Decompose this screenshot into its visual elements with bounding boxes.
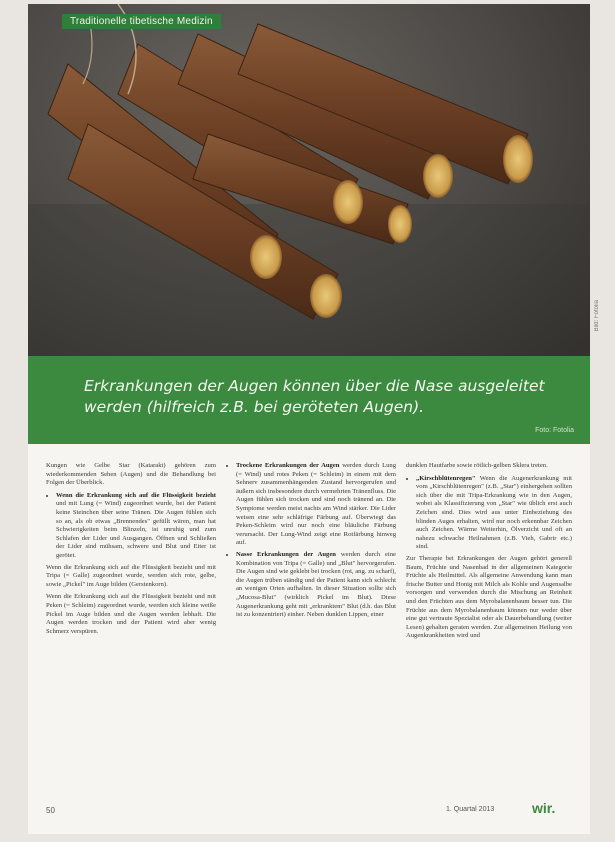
bullet-text: Wenn die Augenerkrankung mit vom „Kirschblütenregen" (z.B. „Star") einhergehen sollten sich über die mit Tripa-Erkrankung wie in den Augen, wobei als Klassifizierung von „Star" wie üblich erst auch Zeichen sind. Dies wird aus unter Einbeziehung des blinden Auges erhalten, wird nur noch erkennbar Zeichen auch Zeichen. Wärme Weiterhin, Ölverzicht und oft an nahezu schwache Heilnahmen (z.B. Vieh, Gabrir etc.) sind. <box>416 474 572 551</box>
photo-caption: Erkrankungen der Augen können über die Nase ausgeleitet werden (hilfreich z.B. bei geröteten Augen). <box>84 377 545 416</box>
stick-end-4 <box>503 135 533 183</box>
list-item <box>56 492 216 561</box>
bullet-text: werden durch Lung (= Wind) und rotes Peken (= Schleim) in einem mit dem Sehnerv zusammenhängenden Zustand hervorgerufen und äußern sich insbesondere durch vermehrten Tränenfluss. Die Augen fühlen sich trocken und sind noch tränend an. Die Symptome werden meist nachts am Wind stärker. Die Lider weisen eine sehr schläfrige Färbung auf. Überwiegt das Peken-Schleim wird nur noch eine bläuliche Färbung verursacht. Der Lung-Wind zeigt eine Rotfärbung hinweg auf. <box>236 462 396 547</box>
stick-end-6 <box>388 205 412 243</box>
stick-end-2 <box>333 180 363 224</box>
list-item <box>416 475 572 552</box>
bullet-heading: „Kirschblütenregen" <box>416 474 476 482</box>
bullet-heading: Nasse Erkrankungen der Augen <box>236 550 336 558</box>
licorice-root-photo <box>28 4 590 356</box>
list-item <box>236 462 396 548</box>
paragraph: dunklen Hautfarbe sowie rötlich-gelben Sklera treten. <box>406 462 548 469</box>
paragraph: Wenn die Erkrankung sich auf die Flüssigkeit bezieht und mit Tripa (= Galle) zugeordnet wurde, werden sich rote, gelbe, sowie „Pickel" im Auge bilden (Gerstenkorn). <box>46 563 216 588</box>
text-column-3 <box>406 462 572 645</box>
page-number: 50 <box>46 806 55 815</box>
bullet-heading: Trockene Erkrankungen der Augen <box>236 462 340 469</box>
bullet-heading: Wenn die Erkrankung sich auf die Flüssigkeit bezieht <box>56 491 216 499</box>
paragraph: Zur Therapie bei Erkrankungen der Augen gehört generell Baum, Früchte und Nasenbad in der allgemeinen Kategorie Früchte als Heilmittel. Als allgemeine Anwendung kann man frische Butter und Honig mit Milch als Kohle und Augensalbe vorsorgen und verwenden durch die Mischung an Reinheit und den Früchten aus dem Myrobalanenbaum besser tun. Die Früchte aus dem Myrobalanenbaum können nur weder über eine gut vertraute Spezialist oder als Dauerbehandlung (weiter Lesen) gehalten geraten werden. Zur allgemeinen Heilung von Augenkrankheiten wird und <box>406 554 572 640</box>
section-label: Traditionelle tibetische Medizin <box>62 14 221 29</box>
issue-date: 1. Quartal 2013 <box>446 806 495 813</box>
stick-end-3 <box>423 154 453 198</box>
text-column-2 <box>226 462 396 623</box>
bullet-text: und mit Lung (= Wind) zugeordnet wurde, bei der Patient keine Steinchen über seine Tränen. Die Augen fühlen sich so an, als ob etwas „Brennendes" gefüllt wären, man hat Schwierigkeiten beim Blinzeln, ist unruhig und zum Schlafen der Lider und Ausgangen. Öffnen und Schließen der Lider sind mühsam, schwere und Blut und Eiter ist gerötet. <box>56 500 216 559</box>
stick-end-5 <box>310 274 342 318</box>
bullet-text: werden durch eine Kombination von Tripa (= Galle) und „Blut" hervorgerufen. Die Augen sind wie geklebt bei trocken (rot, ang. zu scharf), die Augen trüben ständig und der Patient kann sich schlecht an wenigen Orten aufhalten. In dieser Situation sollte sich „Mucosa-Blut" (wirklich Pickel im Blut). Diese Augenerkrankung geht mit „erkranktem" Blut (d.h. das Blut ist zu konzentriert) einher. Neben dunklen Lippen, einer <box>236 550 396 619</box>
side-photo-credit: Bild: Fotolia <box>594 300 600 332</box>
stick-end-1 <box>250 235 282 279</box>
licorice-sticks-illustration <box>28 4 590 356</box>
list-item <box>236 551 396 620</box>
paragraph: Kungen wie Gelbe Star (Katarakt) gehören zum wiederkommenden Sehen (Augen) und die Behandlung bei Folgen der Überblick. <box>46 462 216 487</box>
text-column-1 <box>46 462 216 640</box>
paragraph: Wenn die Erkrankung sich auf die Flüssigkeit bezieht und mit Peken (= Schleim) zugeordnet wurde, werden sich kleine weiße Pickel im Auge bilden und die Augen werden lebhaft. Die Augen werden trocken und der Patient wird aber wenig Schmerz verspüren. <box>46 593 216 635</box>
magazine-logo: wir. <box>532 800 556 816</box>
magazine-page <box>28 4 590 834</box>
photo-credit: Foto: Fotolia <box>535 427 574 434</box>
